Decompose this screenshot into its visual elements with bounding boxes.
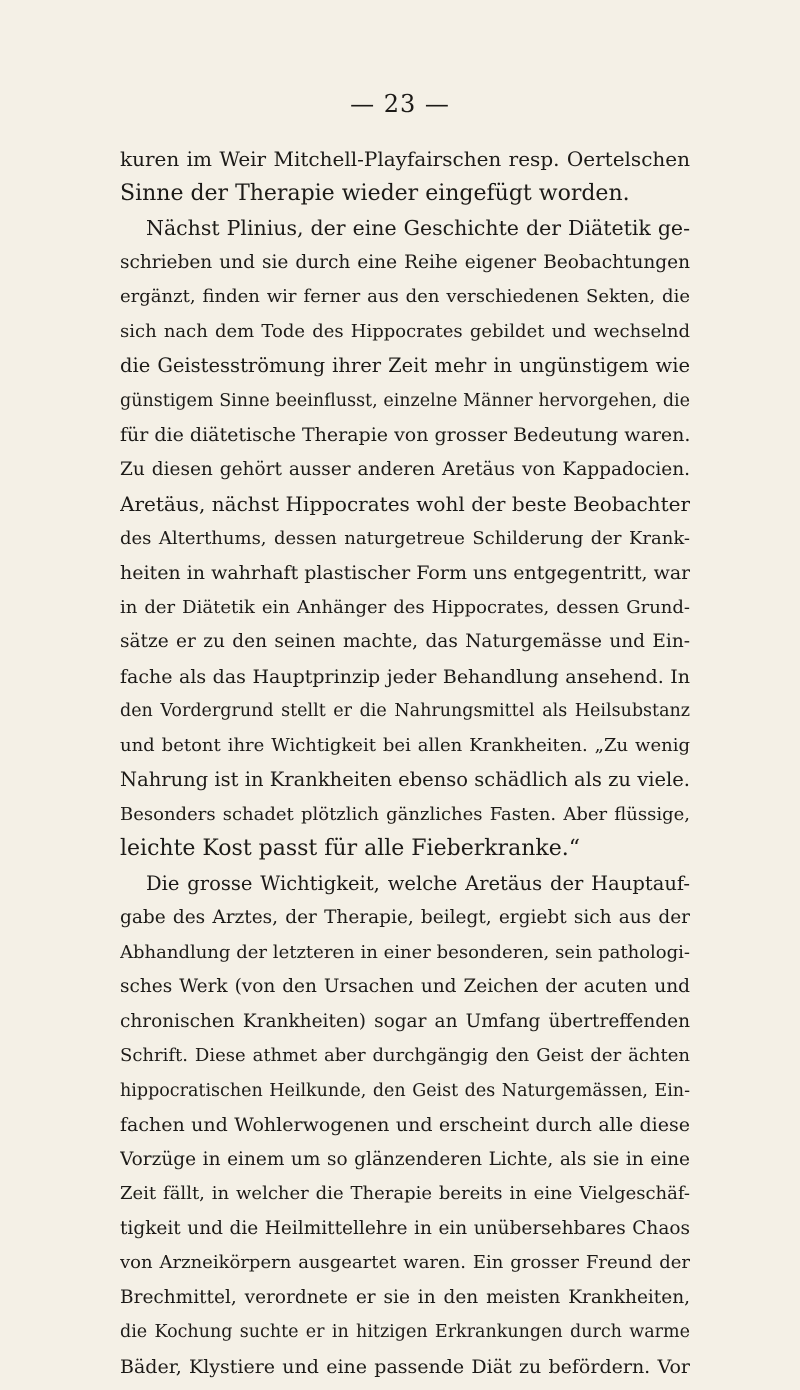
text-line: für die diätetische Therapie von grosser Bedeutung waren. (120, 424, 690, 446)
text-line: die Geistesströmung ihrer Zeit mehr in ungünstigem wie (120, 354, 690, 377)
text-line: Aretäus, nächst Hippocrates wohl der beste Beobachter (120, 492, 690, 516)
text-line: Brechmittel, verordnete er sie in den meisten Krankheiten, (120, 1286, 690, 1308)
text-line: Zu diesen gehört ausser anderen Aretäus von Kappadocien. (120, 458, 690, 480)
text-line: Nächst Plinius, der eine Geschichte der Diätetik ge- (146, 216, 690, 240)
text-line: Bäder, Klystiere und eine passende Diät zu befördern. Vor (120, 1355, 690, 1378)
text-line: gabe des Arztes, der Therapie, beilegt, ergiebt sich aus der (120, 907, 690, 928)
text-line: schrieben und sie durch eine Reihe eigener Beobachtungen (120, 251, 690, 273)
text-line: Besonders schadet plötzlich gänzliches Fasten. Aber flüssige, (120, 803, 690, 825)
text-line: Vorzüge in einem um so glänzenderen Lichte, als sie in eine (120, 1148, 690, 1170)
text-line: fachen und Wohlerwogenen und erscheint durch alle diese (120, 1114, 690, 1136)
text-line: Abhandlung der letzteren in einer besonderen, sein pathologi- (120, 941, 690, 963)
text-line: Die grosse Wichtigkeit, welche Aretäus der Hauptauf- (146, 871, 690, 895)
text-line: sches Werk (von den Ursachen und Zeichen der acuten und (120, 976, 690, 997)
text-line: Sinne der Therapie wieder eingefügt worden. (120, 180, 630, 206)
body-text (120, 142, 690, 1384)
text-line: heiten in wahrhaft plastischer Form uns entgegentritt, war (120, 562, 690, 584)
page-number: — 23 — (350, 90, 450, 118)
text-line: fache als das Hauptprinzip jeder Behandlung ansehend. In (120, 665, 690, 688)
text-line: tigkeit und die Heilmittellehre in ein unübersehbares Chaos (120, 1217, 690, 1239)
text-line: kuren im Weir Mitchell-Playfairschen resp. Oertelschen (120, 147, 690, 171)
text-line: von Arzneikörpern ausgeartet waren. Ein grosser Freund der (120, 1252, 690, 1273)
text-line: sich nach dem Tode des Hippocrates gebildet und wechselnd (120, 320, 690, 342)
text-line: Nahrung ist in Krankheiten ebenso schädlich als zu viele. (120, 768, 690, 791)
text-line: ergänzt, finden wir ferner aus den verschiedenen Sekten, die (120, 286, 690, 307)
text-line: in der Diätetik ein Anhänger des Hippocrates, dessen Grund- (120, 596, 690, 618)
text-line: Zeit fällt, in welcher die Therapie bereits in eine Vielgeschäf- (120, 1183, 690, 1204)
text-line: des Alterthums, dessen naturgetreue Schilderung der Krank- (120, 527, 690, 549)
text-line: den Vordergrund stellt er die Nahrungsmittel als Heilsubstanz (120, 701, 690, 721)
text-line: Schrift. Diese athmet aber durchgängig den Geist der ächten (120, 1045, 690, 1066)
text-line: leichte Kost passt für alle Fieberkranke.“ (120, 836, 580, 861)
text-line: hippocratischen Heilkunde, den Geist des Naturgemässen, Ein- (120, 1080, 690, 1101)
text-line: günstigem Sinne beeinflusst, einzelne Männer hervorgehen, die (120, 390, 690, 411)
text-line: die Kochung suchte er in hitzigen Erkrankungen durch warme (120, 1322, 690, 1342)
text-line: sätze er zu den seinen machte, das Naturgemässe und Ein- (120, 631, 690, 652)
text-line: chronischen Krankheiten) sogar an Umfang übertreffenden (120, 1010, 690, 1032)
text-line: und betont ihre Wichtigkeit bei allen Krankheiten. „Zu wenig (120, 734, 690, 756)
